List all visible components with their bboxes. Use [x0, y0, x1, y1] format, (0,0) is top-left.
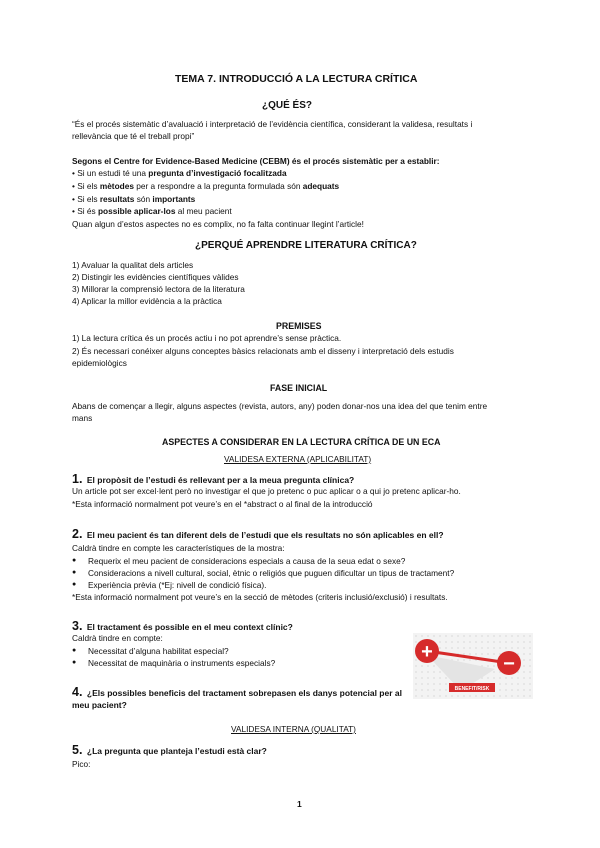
svg-text:−: − — [503, 653, 515, 675]
section-heading-why: ¿PERQUÉ APRENDRE LITERATURA CRÍTICA? — [195, 240, 417, 251]
question-2-note: *Esta informació normalment pot veure’s en la secció de mètodes (criteris inclusió/exclusió) i resultats. — [72, 592, 448, 602]
cebm-item-4: • Si és possible aplicar-los al meu pacient — [72, 206, 232, 216]
initial-line1: Abans de començar a llegir, alguns aspectes (revista, autors, any) poden donar-nos una idea del que tenim entre — [72, 401, 488, 411]
section-heading-what: ¿QUÉ ÉS? — [262, 100, 313, 111]
benefit-risk-illustration — [413, 633, 533, 699]
section-heading-premises: PREMISES — [276, 321, 322, 331]
question-1-line1: Un article pot ser excel·lent però no investigar el que jo pretenc o puc aplicar o a qui jo pretenc aplicar-ho. — [72, 486, 461, 496]
cebm-intro: Segons el Centre for Evidence-Based Medicine (CEBM) és el procés sistemàtic per a establir: — [72, 156, 440, 166]
premise-1: 1) La lectura crítica és un procés actiu i no pot aprendre’s sense pràctica. — [72, 333, 342, 343]
question-5-title: 5. ¿La pregunta que planteja l’estudi està clar? — [72, 743, 267, 757]
question-3-bullets — [72, 645, 275, 669]
question-2-bullets — [72, 555, 454, 591]
question-5-line1: Pico: — [72, 759, 91, 769]
page-title: TEMA 7. INTRODUCCIÓ A LA LECTURA CRÍTICA — [175, 73, 418, 85]
question-1-line2: *Esta informació normalment pot veure’s en el *abstract o al final de la introducció — [72, 499, 373, 509]
question-3-intro: Caldrà tindre en compte: — [72, 633, 163, 643]
question-3-title: 3. El tractament és possible en el meu context clínic? — [72, 619, 293, 633]
question-2-bullet-1: ● Requerix el meu pacient de consideracions especials a causa de la seua edat o sexe? — [72, 555, 454, 567]
section-heading-initial: FASE INICIAL — [270, 383, 328, 393]
benefit-risk-figure — [413, 633, 533, 699]
subheading-internal-validity: VALIDESA INTERNA (QUALITAT) — [231, 724, 356, 734]
initial-line2: mans — [72, 413, 93, 423]
question-3-bullet-1: ● Necessitat d’alguna habilitat especial? — [72, 645, 275, 657]
why-item-4: 4) Aplicar la millor evidència a la pràctica — [72, 296, 222, 306]
definition-quote-line2: rellevància que té el treball propi” — [72, 131, 195, 141]
premise-2-cont: epidemiològics — [72, 358, 127, 368]
svg-text:+: + — [421, 641, 433, 663]
why-item-2: 2) Distingir les evidències científiques vàlides — [72, 272, 239, 282]
section-heading-eca: ASPECTES A CONSIDERAR EN LA LECTURA CRÍTICA DE UN ECA — [162, 437, 441, 447]
cebm-item-1: • Si un estudi té una pregunta d’investigació focalitzada — [72, 168, 287, 178]
question-4-title-cont: meu pacient? — [72, 700, 127, 710]
question-2-title: 2. El meu pacient és tan diferent dels de l’estudi que els resultats no són aplicables en ell? — [72, 527, 444, 541]
subheading-external-validity: VALIDESA EXTERNA (APLICABILITAT) — [224, 454, 372, 464]
question-4-title: 4. ¿Els possibles beneficis del tractament sobrepasen els danys potencial per al — [72, 685, 402, 699]
benefit-risk-label: BENEFIT/RISK — [454, 686, 490, 692]
question-2-bullet-3: ● Experiència prèvia (*Ej: nivell de condició física). — [72, 579, 454, 591]
question-2-intro: Caldrà tindre en compte les característiques de la mostra: — [72, 543, 285, 553]
why-item-1: 1) Avaluar la qualitat dels articles — [72, 260, 194, 270]
definition-quote-line1: “És el procés sistemàtic d’avaluació i interpretació de l’evidència científica, considerant la validesa, resultats i — [72, 119, 473, 129]
premise-2: 2) És necessari conéixer alguns conceptes bàsics relacionats amb el disseny i interpretació dels estudis — [72, 346, 454, 356]
cebm-item-2: • Si els mètodes per a respondre a la pregunta formulada són adequats — [72, 181, 340, 191]
page-number: 1 — [297, 799, 302, 809]
cebm-closing: Quan algun d’estos aspectes no es complix, no fa falta continuar llegint l’article! — [72, 219, 364, 229]
question-1-title: 1. El propòsit de l’estudi és rellevant per a la meua pregunta clínica? — [72, 472, 355, 486]
question-2-bullet-2: ● Consideracions a nivell cultural, social, ètnic o religiós que puguen dificultar un tipus de tractament? — [72, 567, 454, 579]
why-item-3: 3) Millorar la comprensió lectora de la literatura — [72, 284, 245, 294]
question-3-bullet-2: ● Necessitat de maquinària o instruments especials? — [72, 657, 275, 669]
cebm-item-3: • Si els resultats són importants — [72, 194, 196, 204]
